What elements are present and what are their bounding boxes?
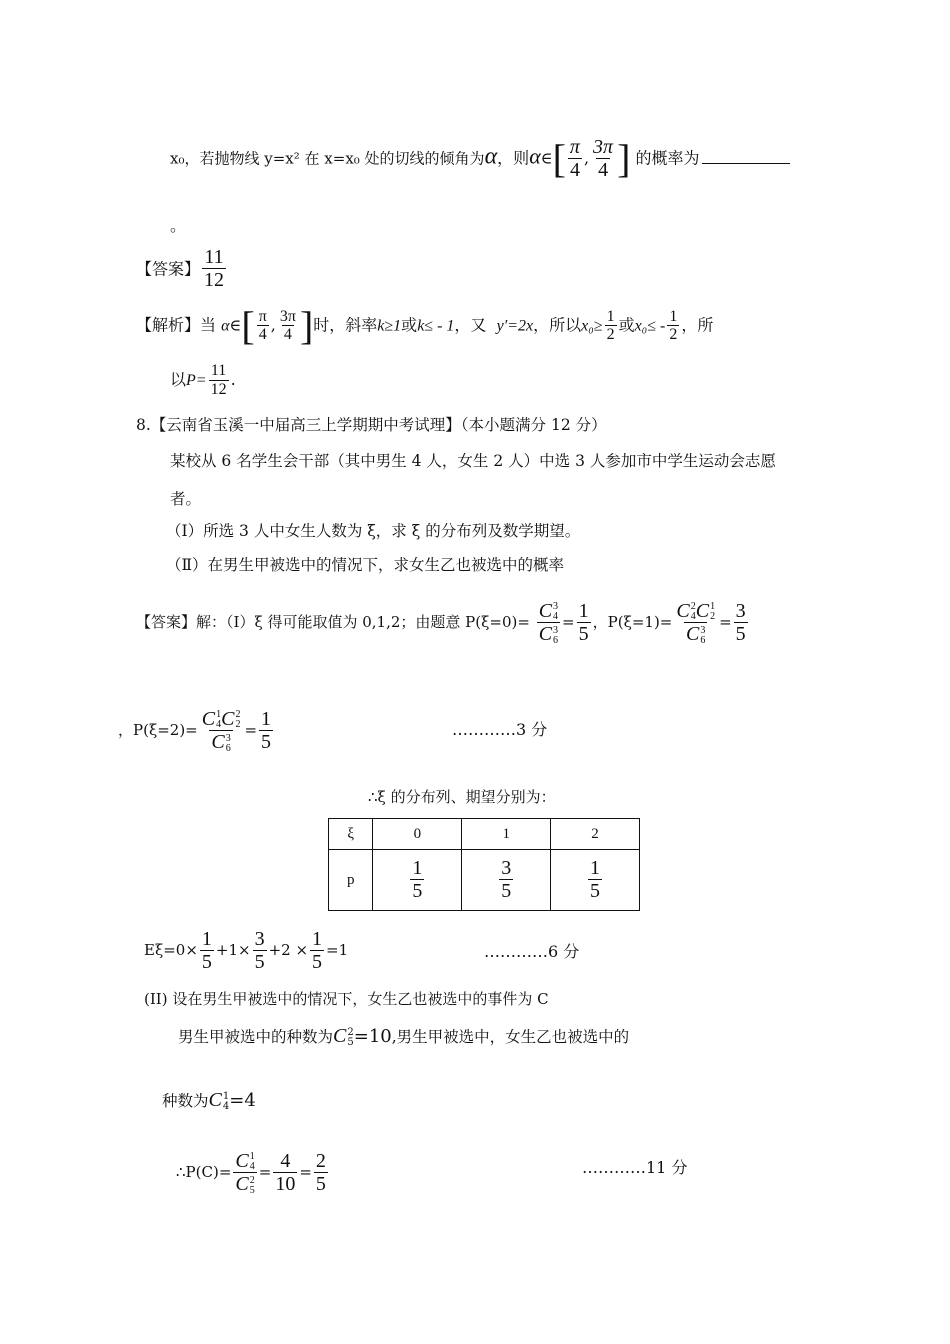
q7-then: ，则 (497, 148, 530, 168)
expectation-line (144, 928, 348, 974)
frac-c41-c52: C 1 4 C 2 5 (235, 1150, 255, 1196)
table-head-cell: 2 (551, 819, 640, 850)
x0-condition-1: x₀≥ (581, 317, 603, 335)
q7-period: 。 (170, 216, 187, 235)
result-fraction: $\frac{11}{12}$ (210, 362, 227, 398)
q8-part-2: （Ⅱ）在男生甲被选中的情况下，求女生乙也被选中的概率 (166, 556, 565, 574)
left-bracket: [ (552, 136, 566, 181)
answer-label-2: 【答案】 (136, 613, 197, 632)
table-row-label: p (329, 850, 373, 911)
frac-c42c21-c63: C 2 4 C 1 2 C 3 6 (676, 600, 716, 646)
frac-3pi-4: $\frac{3\pi}{4}$ (593, 136, 614, 181)
q8-part-1: （Ⅰ）所选 3 人中女生人数为 ξ，求 ξ 的分布列及数学期望。 (166, 522, 581, 540)
or-text: 或 (401, 315, 418, 335)
q7-analysis-line: 【解析】当 α∈[ $\frac{\pi}{4}$ , $\frac{3\pi}{4}$ ]时，斜率k≥1或k≤ - 1，又 y′=2x，所以x₀≥ $\frac{1}{2}$ 或x₀≤ - $\frac{1}{2}$ ，所 (136, 303, 714, 348)
frac-c43-c63: C 3 4 C 3 6 (538, 600, 559, 646)
score-11: …………11 分 (582, 1158, 688, 1177)
left-bracket-2: [ (241, 303, 255, 348)
count2-text: 种数为 (162, 1092, 209, 1110)
exp-p2: +2 × (268, 941, 309, 959)
alpha-symbol: α (484, 143, 498, 170)
right-bracket: ] (617, 136, 631, 181)
table-head-cell: 0 (373, 819, 462, 850)
pc-line: ∴P(C)= C 1 4 C 2 5 = $\frac{4}{10}$ = $\frac{2}{5}$ (176, 1150, 326, 1196)
frac-3pi-4-b: $\frac{3\pi}{4}$ (279, 307, 296, 344)
q8-header: 8.【云南省玉溪一中届高三上学期期中考试理】（本小题满分 12 分） (136, 416, 607, 434)
distribution-caption: ∴ξ 的分布列、期望分别为： (368, 788, 556, 806)
q7-analysis-line2 (170, 362, 236, 399)
p-equals: P= (186, 371, 207, 389)
count1-value: =10 (353, 1026, 392, 1047)
table-cell: $\frac{3}{5}$ (462, 850, 551, 911)
analysis-mid: 时，斜率 (313, 315, 378, 335)
distribution-table (328, 818, 640, 911)
slope-condition-2: k≤ - 1 (417, 317, 455, 335)
yi-text: 以 (170, 369, 187, 389)
q8-answer-line: 【答案】解：（I）ξ 得可能取值为 0,1,2；由题意 P(ξ=0)= C 3 4 C 3 6 = $\frac{1}{5}$ ，P(ξ=1)= C 2 4 C 1 2 C 3 6 = $\frac{3}{5}$ (136, 600, 746, 646)
frac-4-10: $\frac{4}{10}$ (275, 1150, 296, 1196)
exp-frac-1: $\frac{1}{5}$ (201, 928, 212, 973)
p2-lead: ，P(ξ=2)= (118, 721, 198, 740)
exp-frac-2: $\frac{3}{5}$ (254, 928, 265, 973)
count-line-1: 男生甲被选中的种数为C 2 5 =10,男生甲被选中，女生乙也被选中的 (178, 1025, 630, 1048)
table-row (329, 850, 640, 911)
count-line-2: 种数为C 1 4 =4 (162, 1089, 256, 1112)
x0-condition-2: x₀≤ - (634, 317, 666, 335)
q7-answer-line (136, 246, 228, 292)
so-text-2: ，所 (681, 315, 714, 335)
exp-lead: Eξ=0× (144, 941, 198, 959)
frac-p1: $\frac{3}{5}$ (735, 600, 746, 646)
q7-stem-line: x₀，若抛物线 y=x² 在 x=x₀ 处的切线的倾角为α，则α∈[ $\frac{\pi}{4}$ , $\frac{3\pi}{4}$ ] 的概率为 (170, 136, 790, 182)
answer-blank (702, 149, 790, 164)
right-bracket-2: ] (299, 303, 314, 348)
answer-label: 【答案】 (136, 259, 201, 279)
table-cell: $\frac{1}{5}$ (551, 850, 640, 911)
frac-half-2: $\frac{1}{2}$ (669, 307, 678, 344)
p1-lead: ，P(ξ=1)= (592, 613, 673, 632)
again-text: ，又 (454, 315, 487, 335)
q7-tail: 的概率为 (635, 148, 700, 168)
so-text: ，所以 (533, 315, 582, 335)
q8-stem-1: 某校从 6 名学生会干部（其中男生 4 人，女生 2 人）中选 3 人参加市中学生运动会志愿 (170, 452, 776, 470)
or-text-2: 或 (618, 315, 635, 335)
score-3: …………3 分 (452, 720, 548, 739)
pc-lead: ∴P(C)= (176, 1163, 232, 1182)
analysis-label: 【解析】当 (136, 315, 217, 335)
derivative: y′=2x (496, 317, 534, 335)
table-head-cell: ξ (329, 819, 373, 850)
answer-intro: 解：（I）ξ 得可能取值为 0,1,2；由题意 P(ξ=0)= (196, 613, 530, 632)
combination-c52: C (333, 1025, 347, 1047)
q8-stem-2: 者。 (170, 490, 202, 508)
slope-condition-1: k≥1 (377, 317, 402, 335)
in-symbol: ∈ (540, 148, 553, 168)
table-head-cell: 1 (462, 819, 551, 850)
exp-end: =1 (326, 941, 349, 959)
frac-p2: $\frac{1}{5}$ (261, 708, 272, 754)
score-6: …………6 分 (484, 942, 580, 961)
count1-text: 男生甲被选中的种数为 (178, 1028, 334, 1046)
alpha-symbol-2: α (529, 143, 541, 169)
exp-p1: +1× (215, 941, 251, 959)
end-period: . (230, 369, 236, 389)
exp-frac-3: $\frac{1}{5}$ (312, 928, 323, 973)
answer-fraction: $\frac{11}{12}$ (204, 246, 225, 291)
q7-stem-text: x₀，若抛物线 y=x² 在 x=x₀ 处的切线的倾角为 (170, 149, 485, 168)
count1-tail: ,男生甲被选中，女生乙也被选中的 (391, 1028, 630, 1046)
part2-answer: (II) 设在男生甲被选中的情况下，女生乙也被选中的事件为 C (144, 990, 549, 1008)
q8-p2-line: ，P(ξ=2)= C 1 4 C 2 2 C 3 6 = $\frac{1}{5}$ (118, 708, 272, 754)
table-header-row (329, 819, 640, 850)
table-cell: $\frac{1}{5}$ (373, 850, 462, 911)
frac-c41c22-c63: C 1 4 C 2 2 C 3 6 (201, 708, 241, 754)
frac-pi-4: $\frac{\pi}{4}$ (569, 136, 580, 181)
frac-2-5: $\frac{2}{5}$ (315, 1150, 326, 1196)
count2-value: =4 (229, 1090, 256, 1111)
alpha-symbol-3: α (221, 317, 230, 335)
frac-pi-4-b: $\frac{\pi}{4}$ (258, 307, 267, 344)
combination-c41: C (208, 1089, 222, 1111)
frac-p0: $\frac{1}{5}$ (578, 600, 589, 646)
in-symbol-2: ∈ (229, 315, 242, 335)
frac-half: $\frac{1}{2}$ (606, 307, 615, 344)
